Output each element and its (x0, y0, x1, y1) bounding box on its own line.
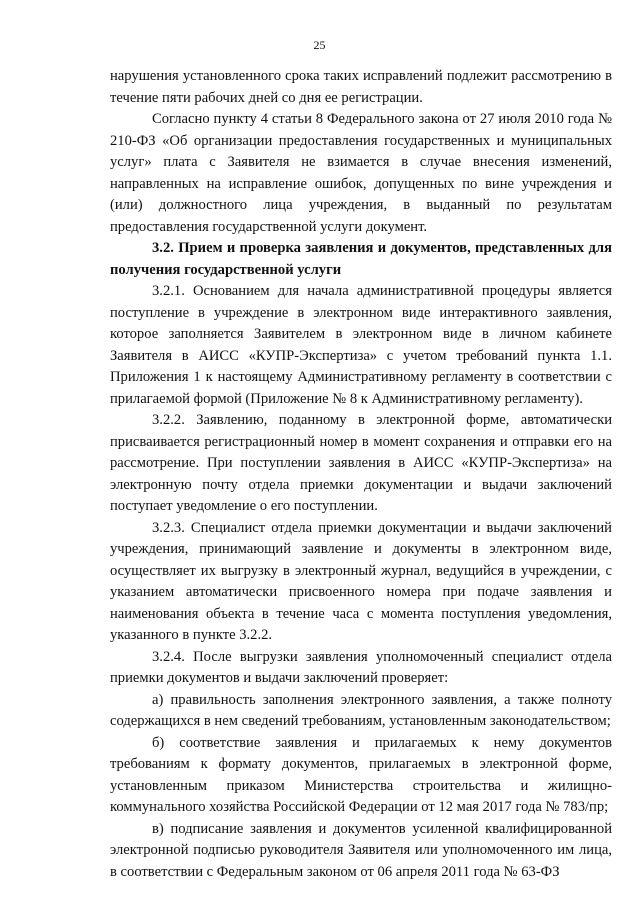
list-item-b: б) соответствие заявления и прилагаемых к нему документов требованиям к формату документов, прилагаемых в электронной форме, установленным приказом Министерства строительства и жилищно-коммунального хозяйства Российской Федерации от 12 мая 2017 года № 783/пр; (110, 734, 612, 815)
document-body (110, 66, 612, 883)
paragraph-3-2-3: 3.2.3. Специалист отдела приемки документации и выдачи заключений учреждения, принимающий заявление и документы в электронном виде, осуществляет их выгрузку в электронный журнал, ведущийся в учреждении, с указанием автоматически присвоенного номера при подаче заявления и наименования объекта в течение часа с момента поступления уведомления, указанного в пункте 3.2.2. (110, 519, 612, 643)
list-item-v: в) подписание заявления и документов усиленной квалифицированной электронной подписью руководителя Заявителя или уполномоченного им лица, в соответствии с Федеральным законом от 06 апреля 2011 года № 63-ФЗ (110, 820, 612, 880)
paragraph-3-2-1: 3.2.1. Основанием для начала административной процедуры является поступление в учреждение в электронном виде интерактивного заявления, которое заполняется Заявителем в электронном виде в личном кабинете Заявителя в АИСС «КУПР-Экспертиза» с учетом требований пункта 1.1. Приложения 1 к настоящему Административному регламенту в соответствии с прилагаемой формой (Приложение № 8 к Административному регламенту). (110, 283, 612, 407)
section-heading-3-2: 3.2. Прием и проверка заявления и документов, представленных для получения государственной услуги (110, 240, 612, 278)
page-number: 25 (313, 38, 326, 52)
paragraph-3-2-2: 3.2.2. Заявлению, поданному в электронной форме, автоматически присваивается регистрационный номер в момент сохранения и отправки его на рассмотрение. При поступлении заявления в АИСС «КУПР-Экспертиза» на электронную почту отдела приемки документации и выдачи заключений поступает уведомление о его поступлении. (110, 412, 612, 514)
paragraph-continuation: нарушения установленного срока таких исправлений подлежит рассмотрению в течение пяти рабочих дней со дня ее регистрации. (110, 68, 612, 106)
paragraph-3-2-4: 3.2.4. После выгрузки заявления уполномоченный специалист отдела приемки документов и выдачи заключений проверяет: (110, 648, 612, 686)
list-item-a: а) правильность заполнения электронного заявления, а также полноту содержащихся в нем сведений требованиям, установленным законодательством; (110, 691, 612, 729)
paragraph-fee-exemption: Согласно пункту 4 статьи 8 Федерального закона от 27 июля 2010 года № 210-ФЗ «Об организации предоставления государственных и муниципальных услуг» плата с Заявителя не взимается в случае внесения изменений, направленных на исправление ошибок, допущенных по вине учреждения и (или) должностного лица учреждения, в выданный по результатам предоставления государственной услуги документ. (110, 111, 612, 235)
